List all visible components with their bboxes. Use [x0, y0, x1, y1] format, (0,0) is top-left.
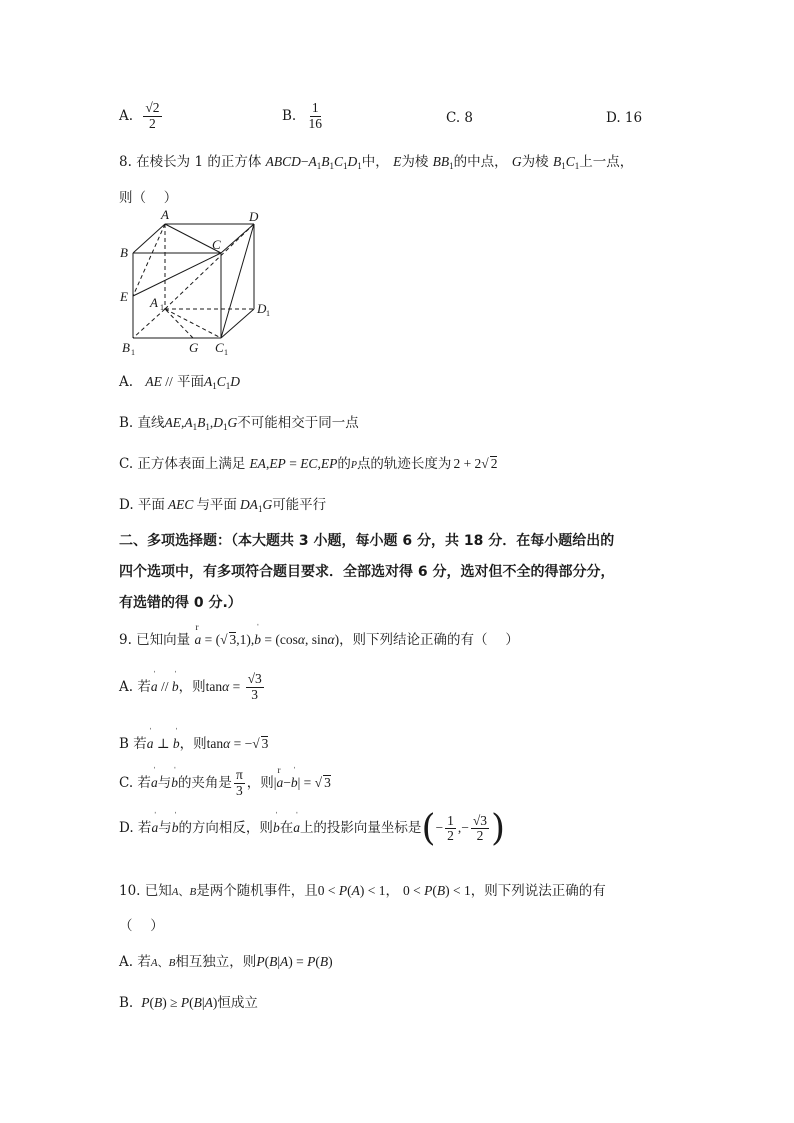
q8-stem-mid3: 的中点， [453, 154, 508, 170]
q8-cube-figure [115, 206, 285, 358]
q8-opt-c-mid: 的 [337, 456, 351, 472]
label-b: B [120, 245, 128, 260]
q9-opt-b-cond: ˈ a ⊥ ˈ b [147, 736, 180, 751]
q10-opt-a-formula: P(B|A) = P(B) [256, 954, 333, 969]
q9-opt-d-rparen: ) [491, 808, 506, 849]
q8-stem-line2: 则（ ） [119, 190, 178, 206]
label-b1: B [122, 340, 130, 355]
label-b1-sub: 1 [131, 348, 135, 357]
label-a1: A [150, 295, 158, 310]
q9-opt-d-coord: − $\frac{1}{2}$ ,− $\frac{√3}{2}$ [435, 812, 488, 844]
q8-opt-d-end: 可能平行 [272, 497, 327, 513]
q8-edge-b1c1: $B_1C_1$ [552, 154, 580, 171]
q10-opt-a-mid: 相互独立，则 [175, 954, 257, 970]
q10-stem [119, 879, 606, 899]
q10-cond1: 0 < P(A) < 1， [317, 883, 399, 898]
q10-option-a [119, 950, 333, 970]
q10-stem-end: ，则下列说法正确的有 [470, 883, 606, 899]
q8-point-e: E [393, 154, 402, 169]
q8-stem-prefix: 8. 在棱长为 1 的正方体 [119, 154, 262, 170]
q10-option-b [119, 991, 258, 1011]
q9-opt-c-frac: $\frac{\pi}{3}$ [235, 767, 243, 798]
q7-option-b [282, 101, 326, 132]
q9-opt-c-then: ，则 [246, 774, 274, 791]
q10-stem-line2: （ ） [119, 918, 164, 934]
segment-a1d [165, 224, 254, 309]
label-e: E [120, 289, 128, 304]
q7-a-den: 2 [149, 115, 156, 131]
label-c: C [212, 237, 221, 252]
q8-stem [119, 150, 633, 171]
q8-opt-a-text: 平面 [177, 374, 205, 390]
segment-a1c1 [165, 309, 221, 338]
q9-opt-b-result: tanα = −√ 3 [206, 736, 269, 751]
q9-opt-d-a: ˈ a [151, 820, 158, 836]
q8-stem-end: 上一点， [579, 154, 634, 170]
q8-stem-mid4: 为棱 [521, 154, 549, 170]
q9-opt-a-label: A. 若 [119, 678, 151, 695]
q8-option-b [119, 411, 359, 432]
q9-opt-c-result: |r a−ˈ b| = √ 3 [274, 775, 331, 790]
q7-b-num: 1 [311, 100, 319, 115]
edge-ab [133, 224, 165, 253]
q9-opt-c-label: C. 若 [119, 774, 151, 791]
q9-opt-a-result: tanα = [205, 678, 244, 694]
q8-opt-c-label: C. 正方体表面上满足 [119, 456, 246, 472]
q8-cube-name: $ABCD-A_1B_1C_1D_1$ [265, 154, 362, 171]
q8-opt-b-label: B. 直线 [119, 415, 165, 431]
q10-cond2: 0 < P(B) < 1 [402, 883, 471, 898]
q8-opt-a-ae: AE // [145, 374, 173, 389]
q7-option-a-fraction [143, 101, 161, 132]
q9-opt-d-mid: 与 [158, 820, 172, 836]
q9-opt-d-dir: 的方向相反，则 [178, 820, 273, 836]
q9-opt-d-on: 在 [279, 820, 294, 836]
q8-opt-c-end: 点的轨迹长度为 [356, 456, 452, 472]
q8-opt-c-vectors: EA,EP = EC,EP [249, 456, 338, 471]
q9-opt-c-a: ˈ a [151, 775, 158, 791]
q8-option-d [119, 493, 326, 514]
label-a1-sub: 1 [160, 303, 164, 312]
q9-option-b [119, 732, 268, 752]
label-g: G [189, 340, 199, 355]
q8-opt-d-plane1: AEC [167, 497, 194, 512]
q9-opt-d-b2: ˈ b [273, 820, 280, 836]
q10-opt-b-formula: P(B) ≥ P(B|A) [141, 995, 218, 1010]
q8-option-c [119, 452, 497, 472]
q9-opt-c-angle: 的夹角是 [177, 774, 232, 791]
label-c1-sub: 1 [224, 348, 228, 357]
q8-edge-bb1: $BB_1$ [432, 154, 454, 171]
q8-opt-c-length: 2 + 2√ 2 [453, 456, 498, 471]
q10-stem-mid: 是两个随机事件，且 [196, 883, 318, 899]
edge-cd [221, 224, 254, 253]
section2-line1: 二、多项选择题：（本大题共 3 小题，每小题 6 分，共 18 分．在每小题给出的 [119, 533, 615, 549]
q9-opt-d-b: ˈ b [172, 820, 179, 836]
q9-vectors: r a = (√ 3,1),ˈ b = (cosα, sinα) [194, 632, 339, 647]
q8-opt-d-plane2: $DA_1G$ [239, 497, 273, 514]
q9-opt-d-lparen: ( [421, 808, 436, 849]
q9-option-c [119, 768, 331, 799]
q9-opt-c-b: ˈ b [171, 775, 178, 791]
q9-opt-d-label: D. 若 [119, 820, 152, 836]
q7-option-b-label: B. [282, 107, 297, 124]
q9-stem-prefix: 9. 已知向量 [119, 632, 191, 648]
edge-c1d1 [221, 309, 254, 338]
q7-option-d: D. 16 [606, 110, 643, 126]
q8-stem-mid1: 中， [361, 154, 389, 170]
segment-ae [133, 224, 165, 296]
segment-ga1 [165, 309, 193, 338]
q9-opt-a-cond: ˈ a // ˈ b [151, 679, 179, 694]
q7-option-a-label: A. [119, 107, 134, 124]
q9-opt-b-then: ，则 [179, 736, 207, 752]
q8-opt-a-plane: $A_1C_1D$ [204, 374, 241, 391]
q10-opt-b-end: 恒成立 [217, 995, 258, 1011]
edge-a1b1 [133, 309, 165, 338]
q8-point-g: G [511, 154, 522, 169]
section2-line3: 有选错的得 0 分.） [119, 595, 242, 611]
q8-option-a [119, 370, 240, 391]
q10-events: A、B [171, 886, 197, 898]
q9-option-d [119, 808, 505, 849]
q9-opt-a-frac: $\frac{√3}{3}$ [247, 671, 262, 702]
q10-opt-a-label: A. 若 [119, 954, 151, 970]
q7-option-a [119, 101, 164, 132]
q8-opt-d-label: D. 平面 [119, 497, 165, 513]
q7-a-num: √2 [145, 100, 160, 115]
q9-opt-c-mid: 与 [157, 774, 172, 791]
q9-opt-b-label: B 若 [119, 736, 147, 752]
segment-ec [133, 253, 221, 296]
label-a: A [161, 207, 169, 222]
q9-stem [119, 628, 519, 648]
q9-option-a [119, 672, 266, 703]
q9-opt-a-then: ，则 [178, 678, 206, 695]
q8-opt-b-lines: $AE,A_1B_1,D_1G$ [164, 415, 238, 432]
q9-opt-d-a2: ˈ a [293, 820, 300, 836]
q10-opt-b-label: B. [119, 995, 134, 1011]
q7-option-b-fraction [307, 101, 325, 132]
section2-line2: 四个选项中，有多项符合题目要求．全部选对得 6 分，选对但不全的得部分分， [119, 564, 615, 580]
label-d1: D [257, 301, 267, 316]
q9-opt-d-end: 上的投影向量坐标是 [299, 820, 422, 836]
q8-opt-a-label: A. [119, 374, 134, 390]
q10-stem-prefix: 10. 已知 [119, 883, 172, 899]
segment-c1d [221, 224, 254, 338]
label-d: D [249, 209, 259, 224]
q10-opt-a-events: A、B [150, 957, 176, 969]
q7-option-c: C. 8 [446, 110, 474, 126]
label-c1: C [215, 340, 224, 355]
q8-opt-d-mid: 与平面 [196, 497, 237, 513]
q9-stem-end: ，则下列结论正确的有（ ） [339, 632, 519, 648]
q7-b-den: 16 [308, 115, 323, 131]
q8-opt-c-p: P [350, 460, 357, 471]
q8-opt-b-text: 不可能相交于同一点 [237, 415, 359, 431]
q8-stem-mid2: 为棱 [401, 154, 429, 170]
label-d1-sub: 1 [266, 309, 270, 318]
